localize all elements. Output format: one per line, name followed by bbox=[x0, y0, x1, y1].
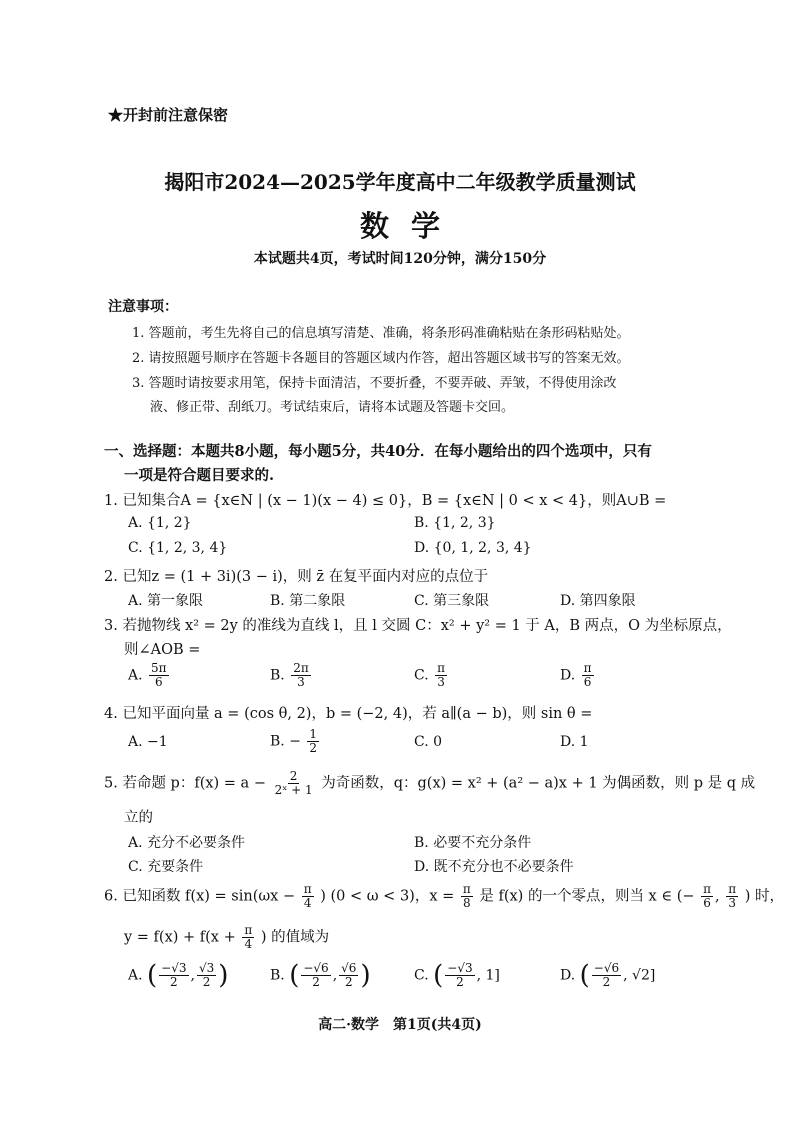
section-heading-cont: 一项是符合题目要求的. bbox=[124, 467, 275, 484]
q2-option-c: C. 第三象限 bbox=[414, 593, 490, 609]
question-3-stem: 3. 若抛物线 x² = 2y 的准线为直线 l，且 l 交圆 C：x² + y² = 1 于 A，B 两点，O 为坐标原点， bbox=[104, 618, 732, 634]
question-6-stem: 6. 已知函数 f(x) = sin(ωx − $\frac{\pi}{4}$ ) (0 < ω < 3)，x = $\frac{\pi}{8}$ 是 f(x) 的一个零点，则当 x ∈ (− $\frac{\pi}{6}$ , $\frac{\pi}{3}$ ) 时， bbox=[104, 882, 784, 910]
q2-option-b: B. 第二象限 bbox=[270, 593, 346, 609]
q5-option-c: C. 充要条件 bbox=[128, 859, 204, 875]
exam-title: 揭阳市2024—2025学年度高中二年级教学质量测试 bbox=[164, 170, 636, 194]
q2-option-d: D. 第四象限 bbox=[560, 593, 636, 609]
q2-option-a: A. 第一象限 bbox=[128, 593, 204, 609]
q1-option-b: B. {1, 2, 3} bbox=[414, 515, 496, 531]
notice-item: 2. 请按照题号顺序在答题卡各题目的答题区域内作答，超出答题区域书写的答案无效。 bbox=[132, 351, 630, 366]
q6-option-b: B. ( $\frac{-√6}{2}$ , $\frac{√6}{2}$ ) bbox=[270, 960, 371, 991]
q3-option-d: D. $\frac{\pi}{6}$ bbox=[560, 661, 592, 689]
q3-option-b: B. $\frac{2\pi}{3}$ bbox=[270, 661, 309, 689]
q4-option-b: B. − $\frac{1}{2}$ bbox=[270, 727, 318, 755]
q4-option-d: D. 1 bbox=[560, 734, 589, 750]
section-heading: 一、选择题：本题共8小题，每小题5分，共40分．在每小题给出的四个选项中，只有 bbox=[104, 443, 652, 460]
q5-option-b: B. 必要不充分条件 bbox=[414, 835, 532, 851]
q3-option-a: A. $\frac{5\pi}{6}$ bbox=[128, 661, 167, 689]
question-5-stem-cont: 立的 bbox=[124, 810, 153, 826]
q1-option-d: D. {0, 1, 2, 3, 4} bbox=[414, 540, 532, 556]
q5-option-a: A. 充分不必要条件 bbox=[128, 835, 246, 851]
subject-title: 数学 bbox=[359, 209, 462, 243]
question-6-stem-cont: y = f(x) + f(x + $\frac{\pi}{4}$ ) 的值域为 bbox=[124, 923, 330, 951]
q1-option-a: A. {1, 2} bbox=[128, 515, 192, 531]
question-4-stem: 4. 已知平面向量 a = (cos θ, 2)，b = (−2, 4)，若 a∥(a − b)，则 sin θ = bbox=[104, 706, 593, 722]
question-3-stem-cont: 则∠AOB = bbox=[124, 642, 201, 658]
q6-option-a: A. ( $\frac{-√3}{2}$ , $\frac{√3}{2}$ ) bbox=[128, 960, 229, 991]
q5-option-d: D. 既不充分也不必要条件 bbox=[414, 859, 574, 875]
notice-item: 液、修正带、刮纸刀。考试结束后，请将本试题及答题卡交回。 bbox=[150, 400, 515, 415]
page-footer: 高二·数学 第1页(共4页) bbox=[318, 1017, 482, 1033]
notice-heading: 注意事项： bbox=[108, 299, 178, 315]
q6-option-c: C. ( $\frac{-√3}{2}$ , 1] bbox=[414, 960, 500, 991]
notice-item: 3. 答题时请按要求用笔，保持卡面清洁，不要折叠，不要弄破、弄皱，不得使用涂改 bbox=[132, 376, 617, 391]
q1-option-c: C. {1, 2, 3, 4} bbox=[128, 540, 228, 556]
q4-option-a: A. −1 bbox=[128, 734, 168, 750]
q3-option-c: C. $\frac{\pi}{3}$ bbox=[414, 661, 446, 689]
q6-option-d: D. ( $\frac{-√6}{2}$ , √2] bbox=[560, 960, 656, 991]
notice-item: 1. 答题前，考生先将自己的信息填写清楚、准确，将条形码准确粘贴在条形码粘贴处。 bbox=[132, 326, 630, 341]
exam-info: 本试题共4页，考试时间120分钟，满分150分 bbox=[253, 251, 547, 267]
confidential-notice: ★开封前注意保密 bbox=[108, 106, 229, 124]
question-5-stem: 5. 若命题 p：f(x) = a − $\frac{2}{\text{2ˣ + 1}}$ 为奇函数，q：g(x) = x² + (a² − a)x + 1 为偶函数，则 p 是 q 成 bbox=[104, 769, 756, 797]
q4-option-c: C. 0 bbox=[414, 734, 443, 750]
question-1-stem: 1. 已知集合A = {x∈N | (x − 1)(x − 4) ≤ 0}，B = {x∈N | 0 < x < 4}，则A∪B = bbox=[104, 493, 667, 509]
question-2-stem: 2. 已知z = (1 + 3i)(3 − i)，则 z̄ 在复平面内对应的点位于 bbox=[104, 569, 489, 585]
